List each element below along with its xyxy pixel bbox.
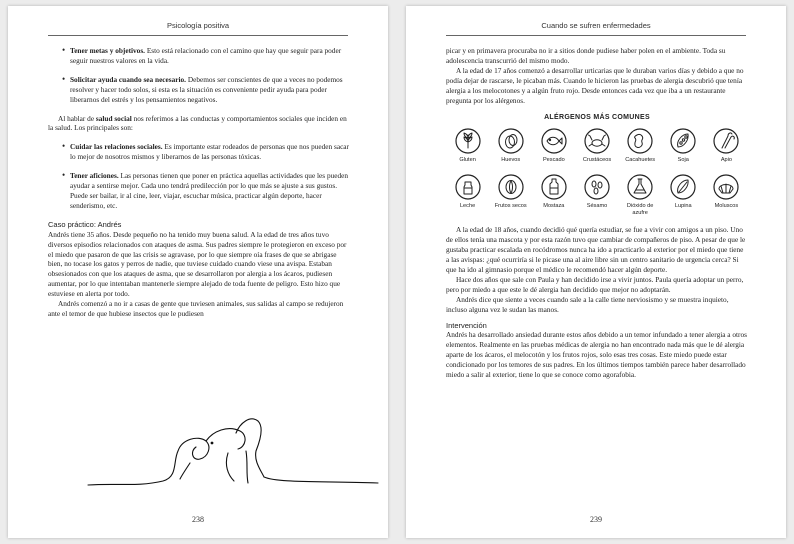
list-item: • Tener aficiones. Las personas tienen que poner en práctica aquellas actividades que les pueden ayudar a sentirse mejor. Cada uno tendrá predilección por lo que más se ajuste a sus gustos. Puede ser bailar, ir al cine, leer, viajar, escuchar música, practicar algún deporte, hacer senderismo, etc.	[70, 171, 350, 211]
crab-icon	[584, 128, 610, 154]
allergen-label: Soja	[677, 157, 689, 164]
allergen-label: Crustáceos	[582, 157, 612, 164]
running-head-right: Cuando se sufren enfermedades	[541, 21, 651, 30]
allergen-label: Mostaza	[543, 203, 565, 210]
paragraph: Hace dos años que sale con Paula y han decidido irse a vivir juntos. Paula quería adoptar un perro, pero por miedo a que este le dé alergia han decidido que mejor no adoptarán.	[446, 274, 744, 294]
mustard-icon	[541, 174, 567, 200]
allergen-label: Apio	[720, 157, 733, 164]
allergen-item	[446, 174, 489, 217]
paragraph: A la edad de 17 años comenzó a desarrollar urticarias que le duraban varios días y debido a que no podía dejar de rascarse, le picaban más. Cuando le hicieron las pruebas de alergia descubrió que tenía alergia a los melocotones y a algún fruto rojo. Desde entonces cada vez que iba a un restaurante pregunta por los alérgenos.	[446, 65, 744, 105]
paragraph: Al hablar de salud social nos referimos a las conductas y comportamientos sociales que inciden en la salud. Los principales son:	[48, 113, 347, 133]
nut-icon	[498, 174, 524, 200]
allergen-label: Huevos	[501, 157, 521, 164]
allergen-label: Sésamo	[586, 203, 608, 210]
paragraph: Andrés dice que siente a veces cuando sale a la calle tiene nerviosismo y se muestra inquieto, incluso alguna vez le sudan las manos.	[446, 294, 729, 314]
list-item: • Cuidar las relaciones sociales. Es importante estar rodeados de personas que nos pueden sacar lo mejor de nosotros mismos y liberarnos de las personas tóxicas.	[70, 142, 350, 162]
allergen-label: Gluten	[459, 157, 476, 164]
allergen-item	[705, 174, 748, 217]
celery-icon	[713, 128, 739, 154]
allergen-item	[619, 174, 662, 217]
allergen-item	[575, 128, 618, 171]
allergen-item	[662, 174, 705, 217]
allergen-grid	[446, 128, 748, 217]
allergen-label: Dióxido de azufre	[626, 203, 654, 216]
allergen-item	[705, 128, 748, 171]
dog-line-drawing	[78, 411, 398, 491]
fish-icon	[541, 128, 567, 154]
allergen-item	[532, 128, 575, 171]
milk-icon	[455, 174, 481, 200]
left-body-text	[48, 46, 350, 319]
running-head-left: Psicología positiva	[166, 21, 230, 30]
sesame-icon	[584, 174, 610, 200]
allergen-label: Moluscos	[714, 203, 739, 210]
paragraph: Andrés tiene 35 años. Desde pequeño no ha tenido muy buena salud. A la edad de tres años tuvo diversos episodios relacionados con ataques de asma. Sus padres siempre le protegieron en exceso por el miedo que pasaron de que las crisis se agravase, por lo que siempre oía frases de que se abrigase bien, no tocase los gatos y perros de nadie, que tuviese cuidado cuando viese una avispa. Estaban obsesionados con que los ataques de asma, que se desarrollaron por alergia a los ácaros, pudiesen aumentar, por lo que intentaban mantenerle siempre alejado de toda fuente de peligro. Esto hizo que estuviese en alerta por todo.	[48, 229, 347, 299]
paragraph: picar y en primavera procuraba no ir a sitios donde pudiese haber polen en el ambiente. Toda su adolescencia transcurrió del mismo modo.	[446, 46, 726, 65]
peanut-icon	[627, 128, 653, 154]
egg-icon	[498, 128, 524, 154]
infographic-title: ALÉRGENOS MÁS COMUNES	[544, 114, 650, 122]
paragraph: Andrés ha desarrollado ansiedad durante estos años debido a un temor infundado a tener alergia a otros elementos. Realmente en las pruebas médicas de alergia no han encontrado nada más que le dé alergia aparte de los ácaros, el melocotón y los frutos rojos, solo esas tres cosas. Este miedo puede estar condicionado por los temores de sus padres. En los últimos tiempos también parece haber desarrollado miedo a salir al exterior, tiene lo que se conoce como agorafobia.	[446, 330, 747, 380]
right-body-text	[446, 46, 748, 380]
right-page	[406, 6, 786, 538]
bullet-list	[48, 142, 350, 210]
soy-icon	[670, 128, 696, 154]
lupin-icon	[670, 174, 696, 200]
header-rule	[446, 35, 746, 36]
bullet-list	[48, 46, 350, 105]
list-item: • Solicitar ayuda cuando sea necesario. Debemos ser conscientes de que a veces no podemos resolver y hacer todo solos, si esta es la situación es conveniente pedir ayuda para poder liberarnos del estrés y los pensamientos negativos.	[70, 75, 350, 105]
allergen-item	[619, 128, 662, 171]
allergen-label: Frutos secos	[494, 203, 527, 210]
left-page	[8, 6, 388, 538]
paragraph: Andrés comenzó a no ir a casas de gente que tuviesen animales, sus salidas al campo se redujeron ante el temor de que hubiese insectos que le pudiesen	[48, 299, 344, 318]
allergen-label: Lupina	[674, 203, 692, 210]
header-rule	[48, 35, 348, 36]
wheat-icon	[455, 128, 481, 154]
page-number: 239	[590, 515, 602, 524]
allergen-item	[446, 128, 489, 171]
allergen-label: Cacahuetes	[625, 157, 656, 164]
paragraph: A la edad de 18 años, cuando decidió qué quería estudiar, se fue a vivir con amigos a un piso. Uno de ellos tenía una mascota y por esta razón tuvo que cambiar de compañeros de piso. A pesar de que le gustaba practicar escalada en rocódromos nunca ha ido a practicarlo al exterior por el miedo que tiene a las avispas: ¿qué ocurriría si le picase una al aire libre sin un centro sanitario de urgencia cerca? Si que ha ido al gimnasio porque el médico le recomendó hacer algún deporte.	[446, 225, 746, 274]
shell-icon	[713, 174, 739, 200]
allergen-item	[489, 174, 532, 217]
list-item: • Tener metas y objetivos. Esto está relacionado con el camino que hay que seguir para poder seguir nuestros valores en la vida.	[70, 46, 350, 66]
allergen-item	[489, 128, 532, 171]
page-number: 238	[192, 515, 204, 524]
allergen-infographic	[446, 113, 748, 217]
section-heading: Caso práctico: Andrés	[48, 219, 122, 229]
allergen-item	[662, 128, 705, 171]
allergen-label: Pescado	[542, 157, 565, 164]
flask-icon	[627, 174, 653, 200]
section-heading: Intervención	[446, 320, 487, 330]
allergen-label: Leche	[459, 203, 476, 210]
allergen-item	[575, 174, 618, 217]
allergen-item	[532, 174, 575, 217]
